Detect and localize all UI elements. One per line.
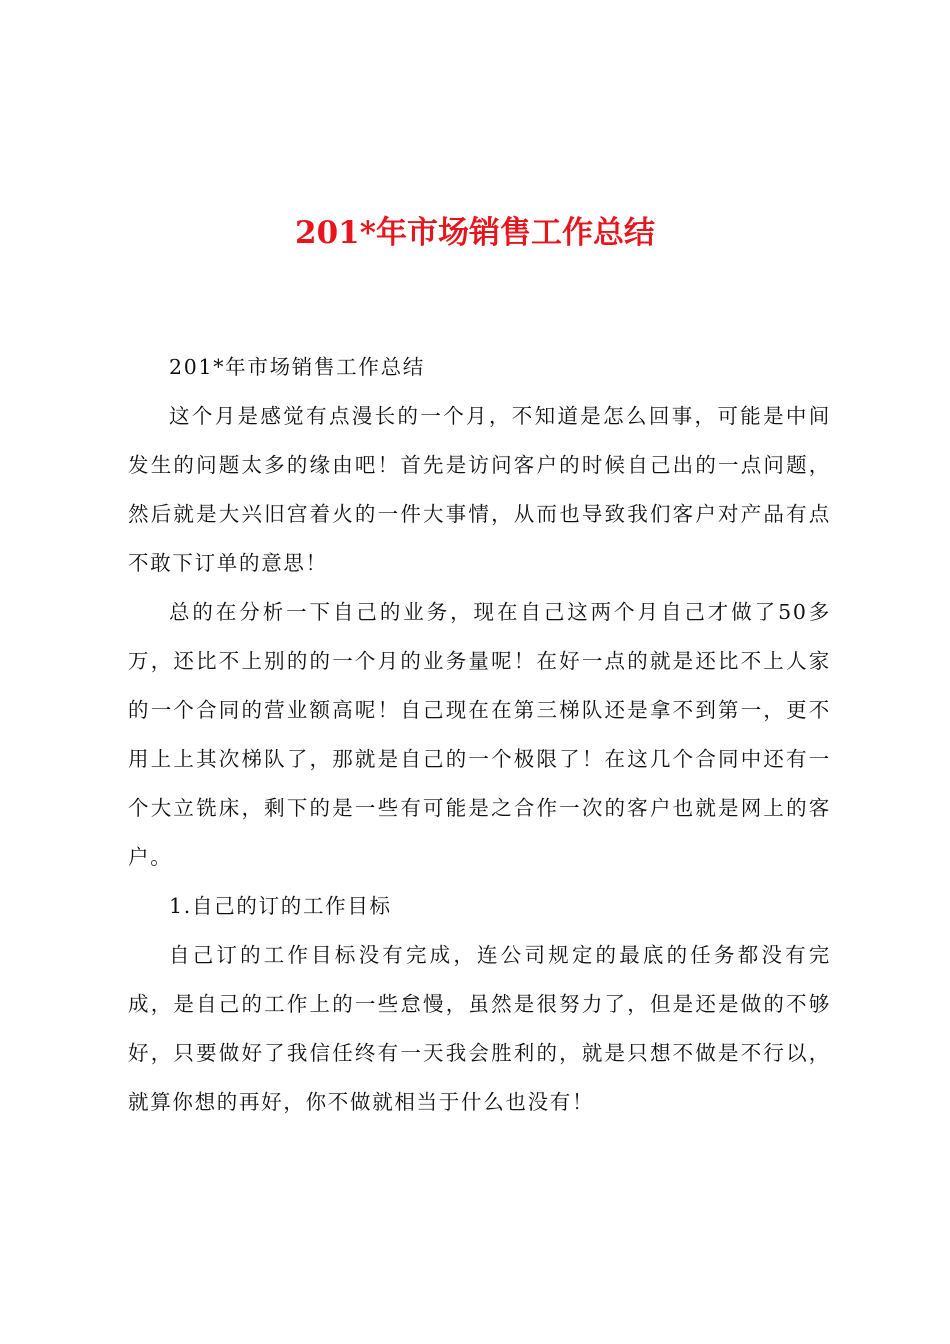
- document-body: [128, 343, 831, 1127]
- section-heading: 1.自己的订的工作目标: [169, 894, 392, 918]
- paragraph: 这个月是感觉有点漫长的一个月，不知道是怎么回事，可能是中间发生的问题太多的缘由吧！首先是访问客户的时候自己出的一点问题，然后就是大兴旧宫着火的一件大事情，从而也导致我们客户对产品有点不敢下订单的意思！: [128, 404, 831, 575]
- paragraph: 总的在分析一下自己的业务，现在自己这两个月自己才做了50多万，还比不上别的的一个月的业务量呢！在好一点的就是还比不上人家的一个合同的营业额高呢！自己现在在第三梯队还是拿不到第一，更不用上上其次梯队了，那就是自己的一个极限了！在这几个合同中还有一个大立铣床，剩下的是一些有可能是之合作一次的客户也就是网上的客户。: [128, 600, 831, 869]
- document-title: 201*年市场销售工作总结: [295, 215, 655, 251]
- paragraph: 自己订的工作目标没有完成，连公司规定的最底的任务都没有完成，是自己的工作上的一些怠慢，虽然是很努力了，但是还是做的不够好，只要做好了我信任终有一天我会胜利的，就是只想不做是不行以，就算你想的再好，你不做就相当于什么也没有！: [128, 943, 831, 1114]
- body-heading: 201*年市场销售工作总结: [169, 355, 425, 379]
